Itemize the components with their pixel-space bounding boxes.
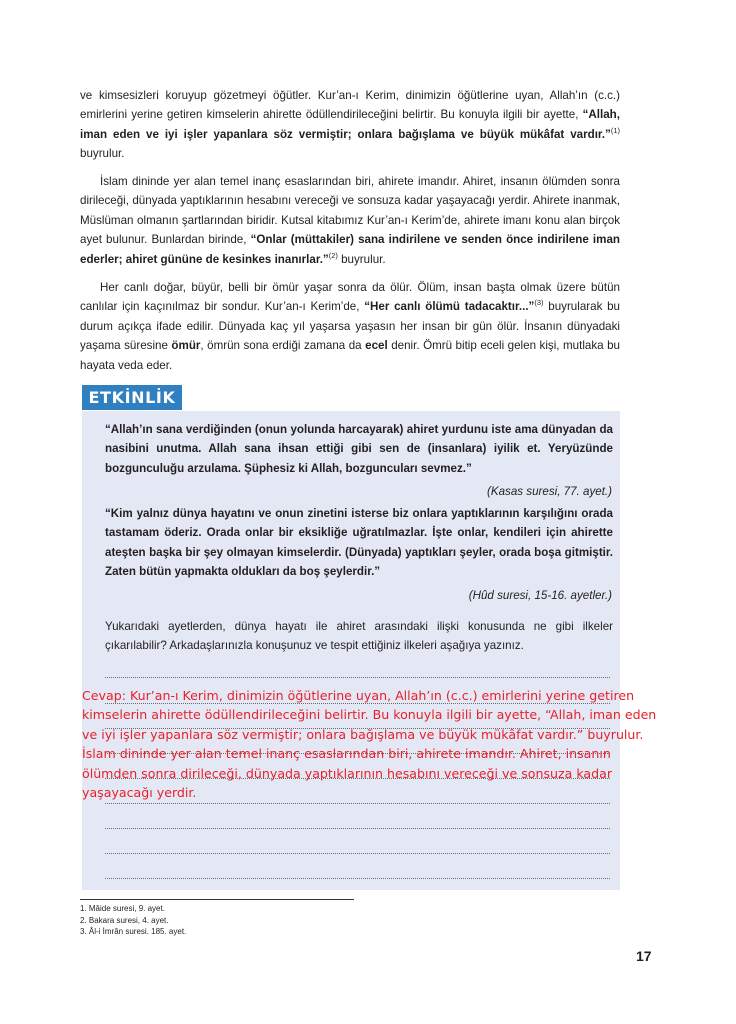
footnote-ref: (1) [610, 125, 620, 135]
paragraph-3: Her canlı doğar, büyür, belli bir ömür yaşar sonra da ölür. Ölüm, insan başta olmak üzere bütün canlılar için kaçınılmaz bir sondur. Kur’an-ı Kerim’de, “Her canlı ölümü tadacaktır...”$^{(3)}$ buyrularak bu durum açıkça ifade edilir. Dünyada kaç yıl yaşarsa yaşasın her insan bir gün ölür. İnsanın dünyadaki yaşama süresine ömür, ömrün sona erdiği zamana da ecel denir. Ömrü bitip eceli gelen kişi, mutlaka bu hayata veda eder. [80, 281, 621, 372]
activity-prompt: Yukarıdaki ayetlerden, dünya hayatı ile ahiret arasındaki ilişki konusunda ne gibi ilkeler çıkarılabilir? Arkadaşlarınızla konuşunuz ve tespit ettiğiniz ilkeleri aşağıya yazınız. [105, 620, 613, 653]
answer-line[interactable] [105, 677, 610, 678]
footnote-ref: (3) [534, 298, 544, 308]
handwritten-answer: Cevap: Kur’an-ı Kerim, dinimizin öğütlerine uyan, Allah’ın (c.c.) emirlerini yerine getiren kimselerin ahirette ödüllendirileceğini belirtir. Bu konuyla ilgili bir ayette, “Allah, iman eden ve iyi işler yapanlara söz vermiştir; onlara bağışlama ve büyük mükâfat vardır.” buyrulur. İslam dininde yer alan temel inanç esaslarından biri, ahirete imandır. Ahiret, insanın ölümden sonra dirileceği, dünyada yaptıklarının hesabını vereceği ve sonsuza kadar yaşayacağı yerdir. [82, 688, 657, 801]
activity-label: ETKİNLİK [82, 385, 182, 410]
paragraph-2: İslam dininde yer alan temel inanç esaslarından biri, ahirete imandır. Ahiret, insanın ölümden sonra dirileceği, dünyada yaptıklarının hesabını vereceği ve sonsuza kadar yaşayacağı yerdir. Ahirete inanmak, Müslüman olmanın şartlarından biridir. Kutsal kitabımız Kur’an-ı Kerim’de, ahirete imanı konu alan birçok ayet bulunur. Bunlardan birinde, “Onlar (müttakiler) sana indirilene ve senden önce indirilene iman ederler; ahiret gününe de kesinkes inanırlar.”$^{(2)}$ buyrulur. [80, 175, 620, 266]
paragraph-1: ve kimsesizleri koruyup gözetmeyi öğütler. Kur’an-ı Kerim, dinimizin öğütlerine uyan, Allah’ın (c.c.) emirlerini yerine getiren kimselerin ahirette ödüllendirileceğini belirtir. Bu konuyla ilgili bir ayette, “Allah, iman eden ve iyi işler yapanlara söz vermiştir; onlara bağışlama ve büyük mükâfat vardır.”$^{(1)}$ buyrulur. [80, 89, 620, 161]
term-ecel: ecel [365, 339, 388, 353]
verse-quote-1: “Allah’ın sana verdiğinden (onun yolunda harcayarak) ahiret yurdunu iste ama dünyadan da nasibini unutma. Allah sana ihsan ettiği gibi sen de (insanlara) iyilik et. Yeryüzünde bozgunculuğu arzulama. Şüphesiz ki Allah, bozguncuları sevmez.” [105, 423, 613, 475]
footnote-ref: (2) [328, 250, 338, 260]
answer-line[interactable] [105, 828, 610, 829]
verse-source-1: (Kasas suresi, 77. ayet.) [486, 485, 612, 498]
answer-line[interactable] [105, 803, 610, 804]
footnote-2: 2. Bakara suresi, 4. ayet. [80, 915, 169, 925]
verse-quote: “Allah, iman eden ve iyi işler yapanlara söz vermiştir; onlara bağışlama ve büyük mükâfat vardır.” [80, 108, 620, 141]
footnote-1: 1. Mâide suresi, 9. ayet. [80, 904, 165, 913]
footnote-divider [80, 899, 354, 900]
footnote-3: 3. Âl-i İmrân suresi. 185. ayet. [80, 927, 187, 937]
answer-line[interactable] [105, 853, 610, 854]
verse-quote: “Her canlı ölümü tadacaktır...” [364, 300, 535, 314]
verse-quote-2: “Kim yalnız dünya hayatını ve onun zinetini isterse biz onlara yaptıklarının karşılığını orada tastamam öderiz. Orada onlar bir eksikliğe uğratılmazlar. İşte onlar, kendileri için ahirette ateşten başka bir şey olmayan kimselerdir. (Dünyada) yaptıkları şeyler, orada boşa gitmiştir. Zaten bütün yapmakta oldukları da boş şeylerdir.” [105, 507, 613, 579]
answer-line[interactable] [105, 878, 610, 879]
page-number: 17 [636, 948, 652, 964]
verse-quote: “Onlar (müttakiler) sana indirilene ve senden önce indirilene iman ederler; ahiret gününe de kesinkes inanırlar.” [80, 233, 620, 266]
verse-source-2: (Hûd suresi, 15-16. ayetler.) [468, 589, 612, 602]
footnotes [80, 903, 186, 938]
term-omur: ömür [171, 339, 201, 353]
